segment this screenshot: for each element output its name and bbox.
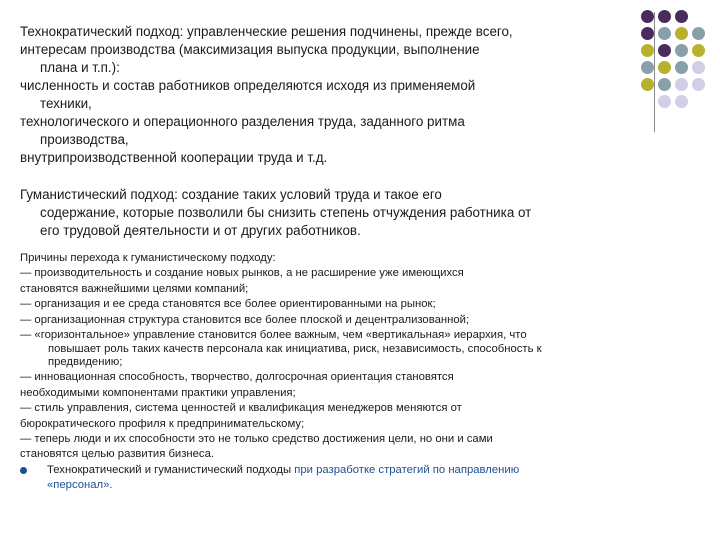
list-line: — организационная структура становится все более плоской и децентрализованной; <box>20 314 470 326</box>
bullet-icon <box>20 467 27 474</box>
list-line: — теперь люди и их способности это не только средство достижения цели, но они и сами <box>20 433 493 445</box>
decorative-dot-grid <box>641 10 717 106</box>
dot <box>658 78 671 91</box>
paragraph-line: Технократический подход: управленческие решения подчинены, прежде всего, <box>20 24 513 39</box>
list-line: становятся целью развития бизнеса. <box>20 448 215 460</box>
dot <box>675 78 688 91</box>
dot <box>658 27 671 40</box>
paragraph-line: интересам производства (максимизация выпуска продукции, выполнение <box>20 42 480 57</box>
dot <box>658 95 671 108</box>
dot <box>692 44 705 57</box>
dot <box>675 44 688 57</box>
paragraph-line: технологического и операционного разделения труда, заданного ритма <box>20 114 465 129</box>
divider-line <box>654 12 655 132</box>
dot <box>675 95 688 108</box>
footer-text-highlight: при разработке стратегий по направлению <box>291 464 520 476</box>
list-line: бюрократического профиля к предпринимательскому; <box>20 418 305 430</box>
paragraph-line: производства, <box>40 132 129 147</box>
dot <box>675 27 688 40</box>
paragraph-line: техники, <box>40 96 92 111</box>
dot <box>692 78 705 91</box>
list-line: — стиль управления, система ценностей и квалификация менеджеров меняются от <box>20 402 462 414</box>
list-line: — «горизонтальное» управление становится более важным, чем «вертикальная» иерархия, что <box>20 329 527 341</box>
list-line: — производительность и создание новых рынков, а не расширение уже имеющихся <box>20 267 464 279</box>
dot <box>658 44 671 57</box>
dot <box>641 78 654 91</box>
dot <box>692 27 705 40</box>
dot <box>641 44 654 57</box>
list-line: — инновационная способность, творчество, долгосрочная ориентация становятся <box>20 371 454 383</box>
paragraph-line: содержание, которые позволили бы снизить степень отчуждения работника от <box>40 205 532 220</box>
paragraph-line: его трудовой деятельности и от других работников. <box>40 223 361 238</box>
list-line: — организация и ее среда становятся все более ориентированными на рынок; <box>20 298 436 310</box>
dot <box>658 10 671 23</box>
dot <box>641 10 654 23</box>
dot <box>692 61 705 74</box>
paragraph-line: численность и состав работников определяются исходя из применяемой <box>20 78 476 93</box>
dot <box>658 61 671 74</box>
footer-text: Технократический и гуманистический подходы <box>47 464 292 476</box>
list-line: становятся важнейшими целями компаний; <box>20 283 249 295</box>
section-heading: Причины перехода к гуманистическому подходу: <box>20 252 276 264</box>
list-line: необходимыми компонентами практики управления; <box>20 387 296 399</box>
paragraph-line: Гуманистический подход: создание таких условий труда и такое его <box>20 187 442 202</box>
dot <box>641 27 654 40</box>
paragraph-line: внутрипроизводственной кооперации труда и т.д. <box>20 150 328 165</box>
paragraph-line: плана и т.п.): <box>40 60 120 75</box>
list-line: повышает роль таких качеств персонала как инициатива, риск, независимость, способность к <box>48 343 542 355</box>
footer-line <box>47 463 519 479</box>
dot <box>675 10 688 23</box>
dot <box>675 61 688 74</box>
footer-line: «персонал». <box>47 479 113 491</box>
list-line: предвидению; <box>48 356 123 368</box>
dot <box>641 61 654 74</box>
